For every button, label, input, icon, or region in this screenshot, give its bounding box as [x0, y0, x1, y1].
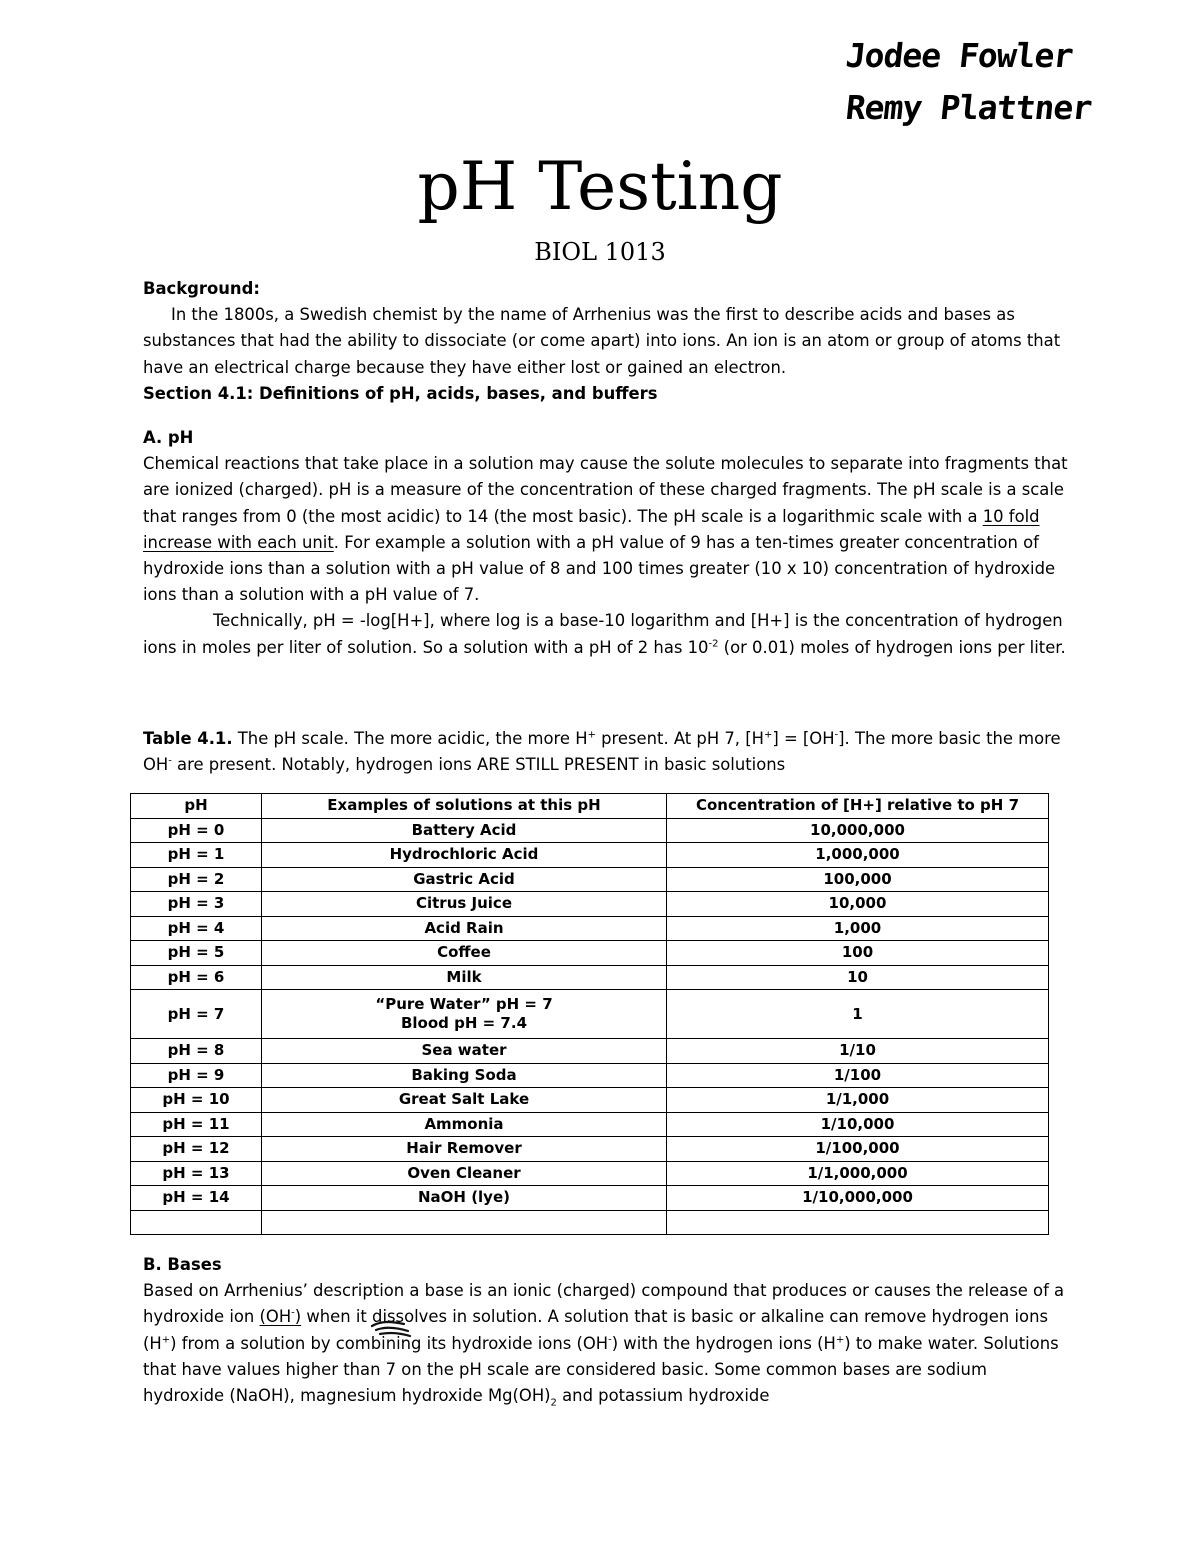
ph-cell: pH = 3: [131, 892, 262, 917]
table-row: [131, 965, 1049, 990]
concentration-cell: 10: [667, 965, 1049, 990]
table-row: [131, 1063, 1049, 1088]
example-line: Blood pH = 7.4: [400, 1014, 528, 1032]
example-cell: Oven Cleaner: [262, 1161, 667, 1186]
table-row: [131, 990, 1049, 1039]
example-cell: NaOH (lye): [262, 1186, 667, 1211]
table-row: [131, 1112, 1049, 1137]
background-paragraph: In the 1800s, a Swedish chemist by the name of Arrhenius was the first to describe acids and bases as substances that had the ability to dissociate (or come apart) into ions. An ion is an atom or group of atoms that have an electrical charge because they have either lost or gained an electron.: [143, 305, 1061, 377]
ph-cell: pH = 8: [131, 1039, 262, 1064]
concentration-cell: 1,000,000: [667, 843, 1049, 868]
example-cell: Great Salt Lake: [262, 1088, 667, 1113]
example-cell: Sea water: [262, 1039, 667, 1064]
table-row: [131, 1186, 1049, 1211]
table-row: [131, 1161, 1049, 1186]
ph-cell: pH = 7: [131, 990, 262, 1039]
table-empty-row: [131, 1210, 1049, 1235]
example-cell: Ammonia: [262, 1112, 667, 1137]
empty-cell: [262, 1210, 667, 1235]
pen-scribble-mark: [368, 1318, 418, 1340]
underlined-phrase: 10 fold increase with each unit: [143, 506, 1040, 552]
concentration-cell: 1/1,000: [667, 1088, 1049, 1113]
concentration-cell: 1/10,000: [667, 1112, 1049, 1137]
concentration-cell: 1/1,000,000: [667, 1161, 1049, 1186]
ph-cell: pH = 6: [131, 965, 262, 990]
example-cell: Hydrochloric Acid: [262, 843, 667, 868]
table-row: [131, 1088, 1049, 1113]
section-a-heading: A. pH: [143, 428, 194, 448]
course-code: BIOL 1013: [534, 238, 666, 266]
example-cell: Milk: [262, 965, 667, 990]
ph-cell: pH = 2: [131, 867, 262, 892]
background-heading: Background:: [143, 279, 260, 298]
table-row: [131, 916, 1049, 941]
section-b: [143, 1252, 1073, 1409]
table-row: [131, 867, 1049, 892]
concentration-cell: 1/10,000,000: [667, 1186, 1049, 1211]
ph-cell: pH = 12: [131, 1137, 262, 1162]
table-header-row: [131, 794, 1049, 819]
table-header-cell: Concentration of [H+] relative to pH 7: [667, 794, 1049, 819]
ph-cell: pH = 4: [131, 916, 262, 941]
ph-cell: pH = 0: [131, 818, 262, 843]
example-cell: Acid Rain: [262, 916, 667, 941]
table-row: [131, 818, 1049, 843]
ph-cell: pH = 13: [131, 1161, 262, 1186]
ph-cell: pH = 11: [131, 1112, 262, 1137]
section-a-paragraph-2: Technically, pH = -log[H+], where log is a base-10 logarithm and [H+] is the concentration of hydrogen ions in moles per liter of solution. So a solution with a pH of 2 has $10^{-2}$ (or 0.01) moles of hydrogen ions per liter.: [143, 611, 1066, 657]
ph-cell: pH = 9: [131, 1063, 262, 1088]
section-b-heading: B. Bases: [143, 1255, 222, 1274]
concentration-cell: 10,000: [667, 892, 1049, 917]
handwritten-name-1: Jodee Fowler: [843, 36, 1075, 75]
concentration-cell: 1/10: [667, 1039, 1049, 1064]
example-cell: Battery Acid: [262, 818, 667, 843]
example-cell: Citrus Juice: [262, 892, 667, 917]
table-header-cell: Examples of solutions at this pH: [262, 794, 667, 819]
table-caption-label: Table 4.1.: [143, 729, 233, 748]
section-b-paragraph: Based on Arrhenius’ description a base is an ionic (charged) compound that produces or causes the release of a hydroxide ion (OH-) when it dissolves in solution. A solution that is basic or alkaline can remove hydrogen ions (H+) from a solution by combining its hydroxide ions (OH-) with the hydrogen ions (H+) to make water. Solutions that have values higher than 7 on the pH scale are considered basic. Some common bases are sodium hydroxide (NaOH), magnesium hydroxide $Mg(OH)_2$ and potassium hydroxide: [143, 1281, 1065, 1409]
section-heading: Section 4.1: Definitions of pH, acids, bases, and buffers: [143, 383, 658, 403]
table-row: [131, 941, 1049, 966]
ph-cell: pH = 1: [131, 843, 262, 868]
table-header-cell: pH: [131, 794, 262, 819]
ph-cell: pH = 5: [131, 941, 262, 966]
concentration-cell: 1/100,000: [667, 1137, 1049, 1162]
table-row: [131, 1039, 1049, 1064]
example-cell: Gastric Acid: [262, 867, 667, 892]
empty-cell: [667, 1210, 1049, 1235]
ph-cell: pH = 10: [131, 1088, 262, 1113]
ph-cell: pH = 14: [131, 1186, 262, 1211]
example-line: “Pure Water” pH = 7: [375, 995, 553, 1013]
concentration-cell: 100,000: [667, 867, 1049, 892]
example-cell: Baking Soda: [262, 1063, 667, 1088]
ph-scale-table: [130, 793, 1049, 1235]
page-title: pH Testing: [417, 148, 783, 225]
concentration-cell: 1: [667, 990, 1049, 1039]
table-caption: Table 4.1. The pH scale. The more acidic, the more H+ present. At pH 7, [H+] = [OH-]. The more basic the more OH- are present. Notably, hydrogen ions ARE STILL PRESENT in basic solutions: [143, 729, 1061, 775]
concentration-cell: 100: [667, 941, 1049, 966]
example-cell: [262, 990, 667, 1039]
section-a-paragraph-1: Chemical reactions that take place in a solution may cause the solute molecules to separate into fragments that are ionized (charged). pH is a measure of the concentration of these charged fragments. The pH scale is a scale that ranges from 0 (the most acidic) to 14 (the most basic). The pH scale is a logarithmic scale with a 10 fold increase with each unit. For example a solution with a pH value of 9 has a ten-times greater concentration of hydroxide ions than a solution with a pH value of 8 and 100 times greater (10 x 10) concentration of hydroxide ions than a solution with a pH value of 7.: [143, 454, 1068, 605]
handwritten-name-2: Remy Plattner: [843, 88, 1094, 127]
empty-cell: [131, 1210, 262, 1235]
concentration-cell: 10,000,000: [667, 818, 1049, 843]
concentration-cell: 1,000: [667, 916, 1049, 941]
example-cell: Hair Remover: [262, 1137, 667, 1162]
table-row: [131, 843, 1049, 868]
background-section: [143, 276, 1073, 661]
underlined-ion: (OH-): [259, 1307, 302, 1327]
concentration-cell: 1/100: [667, 1063, 1049, 1088]
table-row: [131, 892, 1049, 917]
example-cell: Coffee: [262, 941, 667, 966]
table-row: [131, 1137, 1049, 1162]
